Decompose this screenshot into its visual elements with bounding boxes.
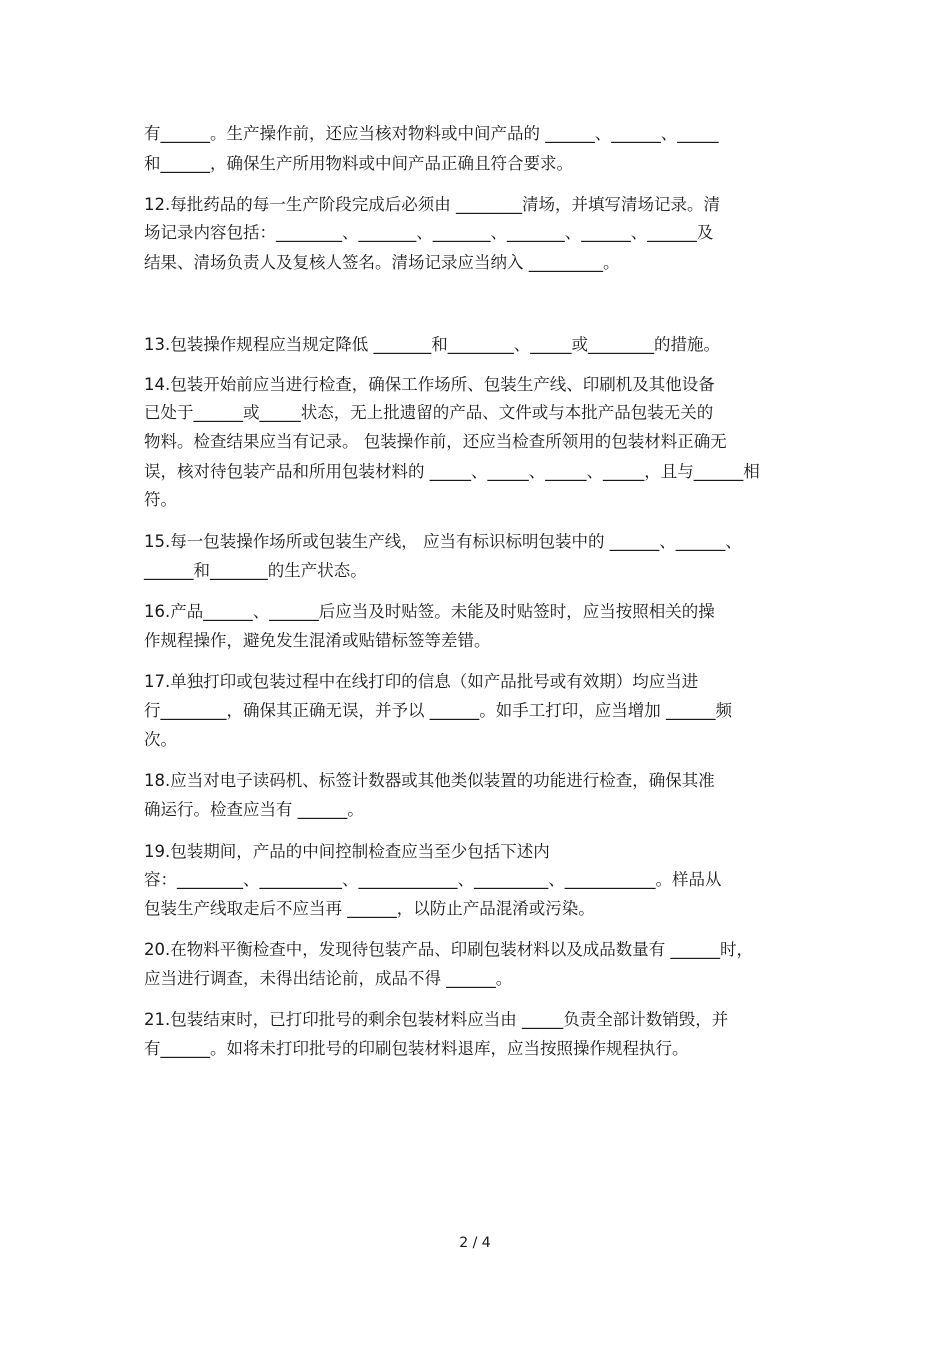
text-line: 有______。如将未打印批号的印刷包装材料退库，应当按照操作规程执行。 bbox=[144, 1039, 689, 1058]
text-line: 确运行。检查应当有 ______。 bbox=[144, 800, 364, 819]
text-line: 13.包装操作规程应当规定降低 _______和________、_____或________的措施。 bbox=[144, 335, 720, 354]
text-line: 物料。检查结果应当有记录。 包装操作前，还应当检查所领用的包装材料正确无 bbox=[144, 432, 727, 451]
text-line: 17.单独打印或包装过程中在线打印的信息（如产品批号或有效期）均应当进 bbox=[144, 672, 699, 691]
text-line: 19.包装期间，产品的中间控制检查应当至少包括下述内 bbox=[144, 842, 550, 861]
text-line: 15.每一包装操作场所或包装生产线， 应当有标识标明包装中的 ______、______、 bbox=[144, 532, 742, 551]
text-line: 应当进行调查，未得出结论前，成品不得 ______。 bbox=[144, 969, 513, 988]
text-line: 16.产品______、______后应当及时贴签。未能及时贴签时，应当按照相关的操 bbox=[144, 602, 715, 621]
text-line: 20.在物料平衡检查中，发现待包装产品、印刷包装材料以及成品数量有 ______时， bbox=[144, 940, 753, 959]
text-line: 行________，确保其正确无误，并予以 ______。如手工打印，应当增加 ______频 bbox=[144, 701, 732, 720]
page-number: 2 / 4 bbox=[459, 1235, 491, 1251]
text-line: ______和_______的生产状态。 bbox=[144, 561, 367, 580]
text-line: 有______。生产操作前，还应当核对物料或中间产品的 ______、______、_____ bbox=[144, 124, 719, 143]
text-line: 误，核对待包装产品和所用包装材料的 _____、_____、_____、_____，且与______相 bbox=[144, 462, 760, 481]
text-line: 12.每批药品的每一生产阶段完成后必须由 ________清场，并填写清场记录。清 bbox=[144, 195, 720, 214]
text-line: 符。 bbox=[144, 490, 177, 509]
text-line: 21.包装结束时，已打印批号的剩余包装材料应当由 _____负责全部计数销毁，并 bbox=[144, 1010, 729, 1029]
text-line: 14.包装开始前应当进行检查，确保工作场所、包装生产线、印刷机及其他设备 bbox=[144, 375, 715, 394]
text-line: 和______，确保生产所用物料或中间产品正确且符合要求。 bbox=[144, 154, 573, 173]
text-line: 作规程操作，避免发生混淆或贴错标签等差错。 bbox=[144, 631, 491, 650]
text-line: 次。 bbox=[144, 730, 177, 749]
text-line: 18.应当对电子读码机、标签计数器或其他类似装置的功能进行检查，确保其准 bbox=[144, 771, 715, 790]
text-line: 包装生产线取走后不应当再 ______，以防止产品混淆或污染。 bbox=[144, 899, 595, 918]
text-line: 已处于______或_____状态，无上批遗留的产品、文件或与本批产品包装无关的 bbox=[144, 403, 714, 422]
text-line: 场记录内容包括：________、_______、_______、_______、______、______及 bbox=[144, 223, 714, 242]
text-line: 容：________、__________、____________、_________、___________。样品从 bbox=[144, 870, 722, 889]
text-line: 结果、清场负责人及复核人签名。清场记录应当纳入 _________。 bbox=[144, 253, 620, 272]
